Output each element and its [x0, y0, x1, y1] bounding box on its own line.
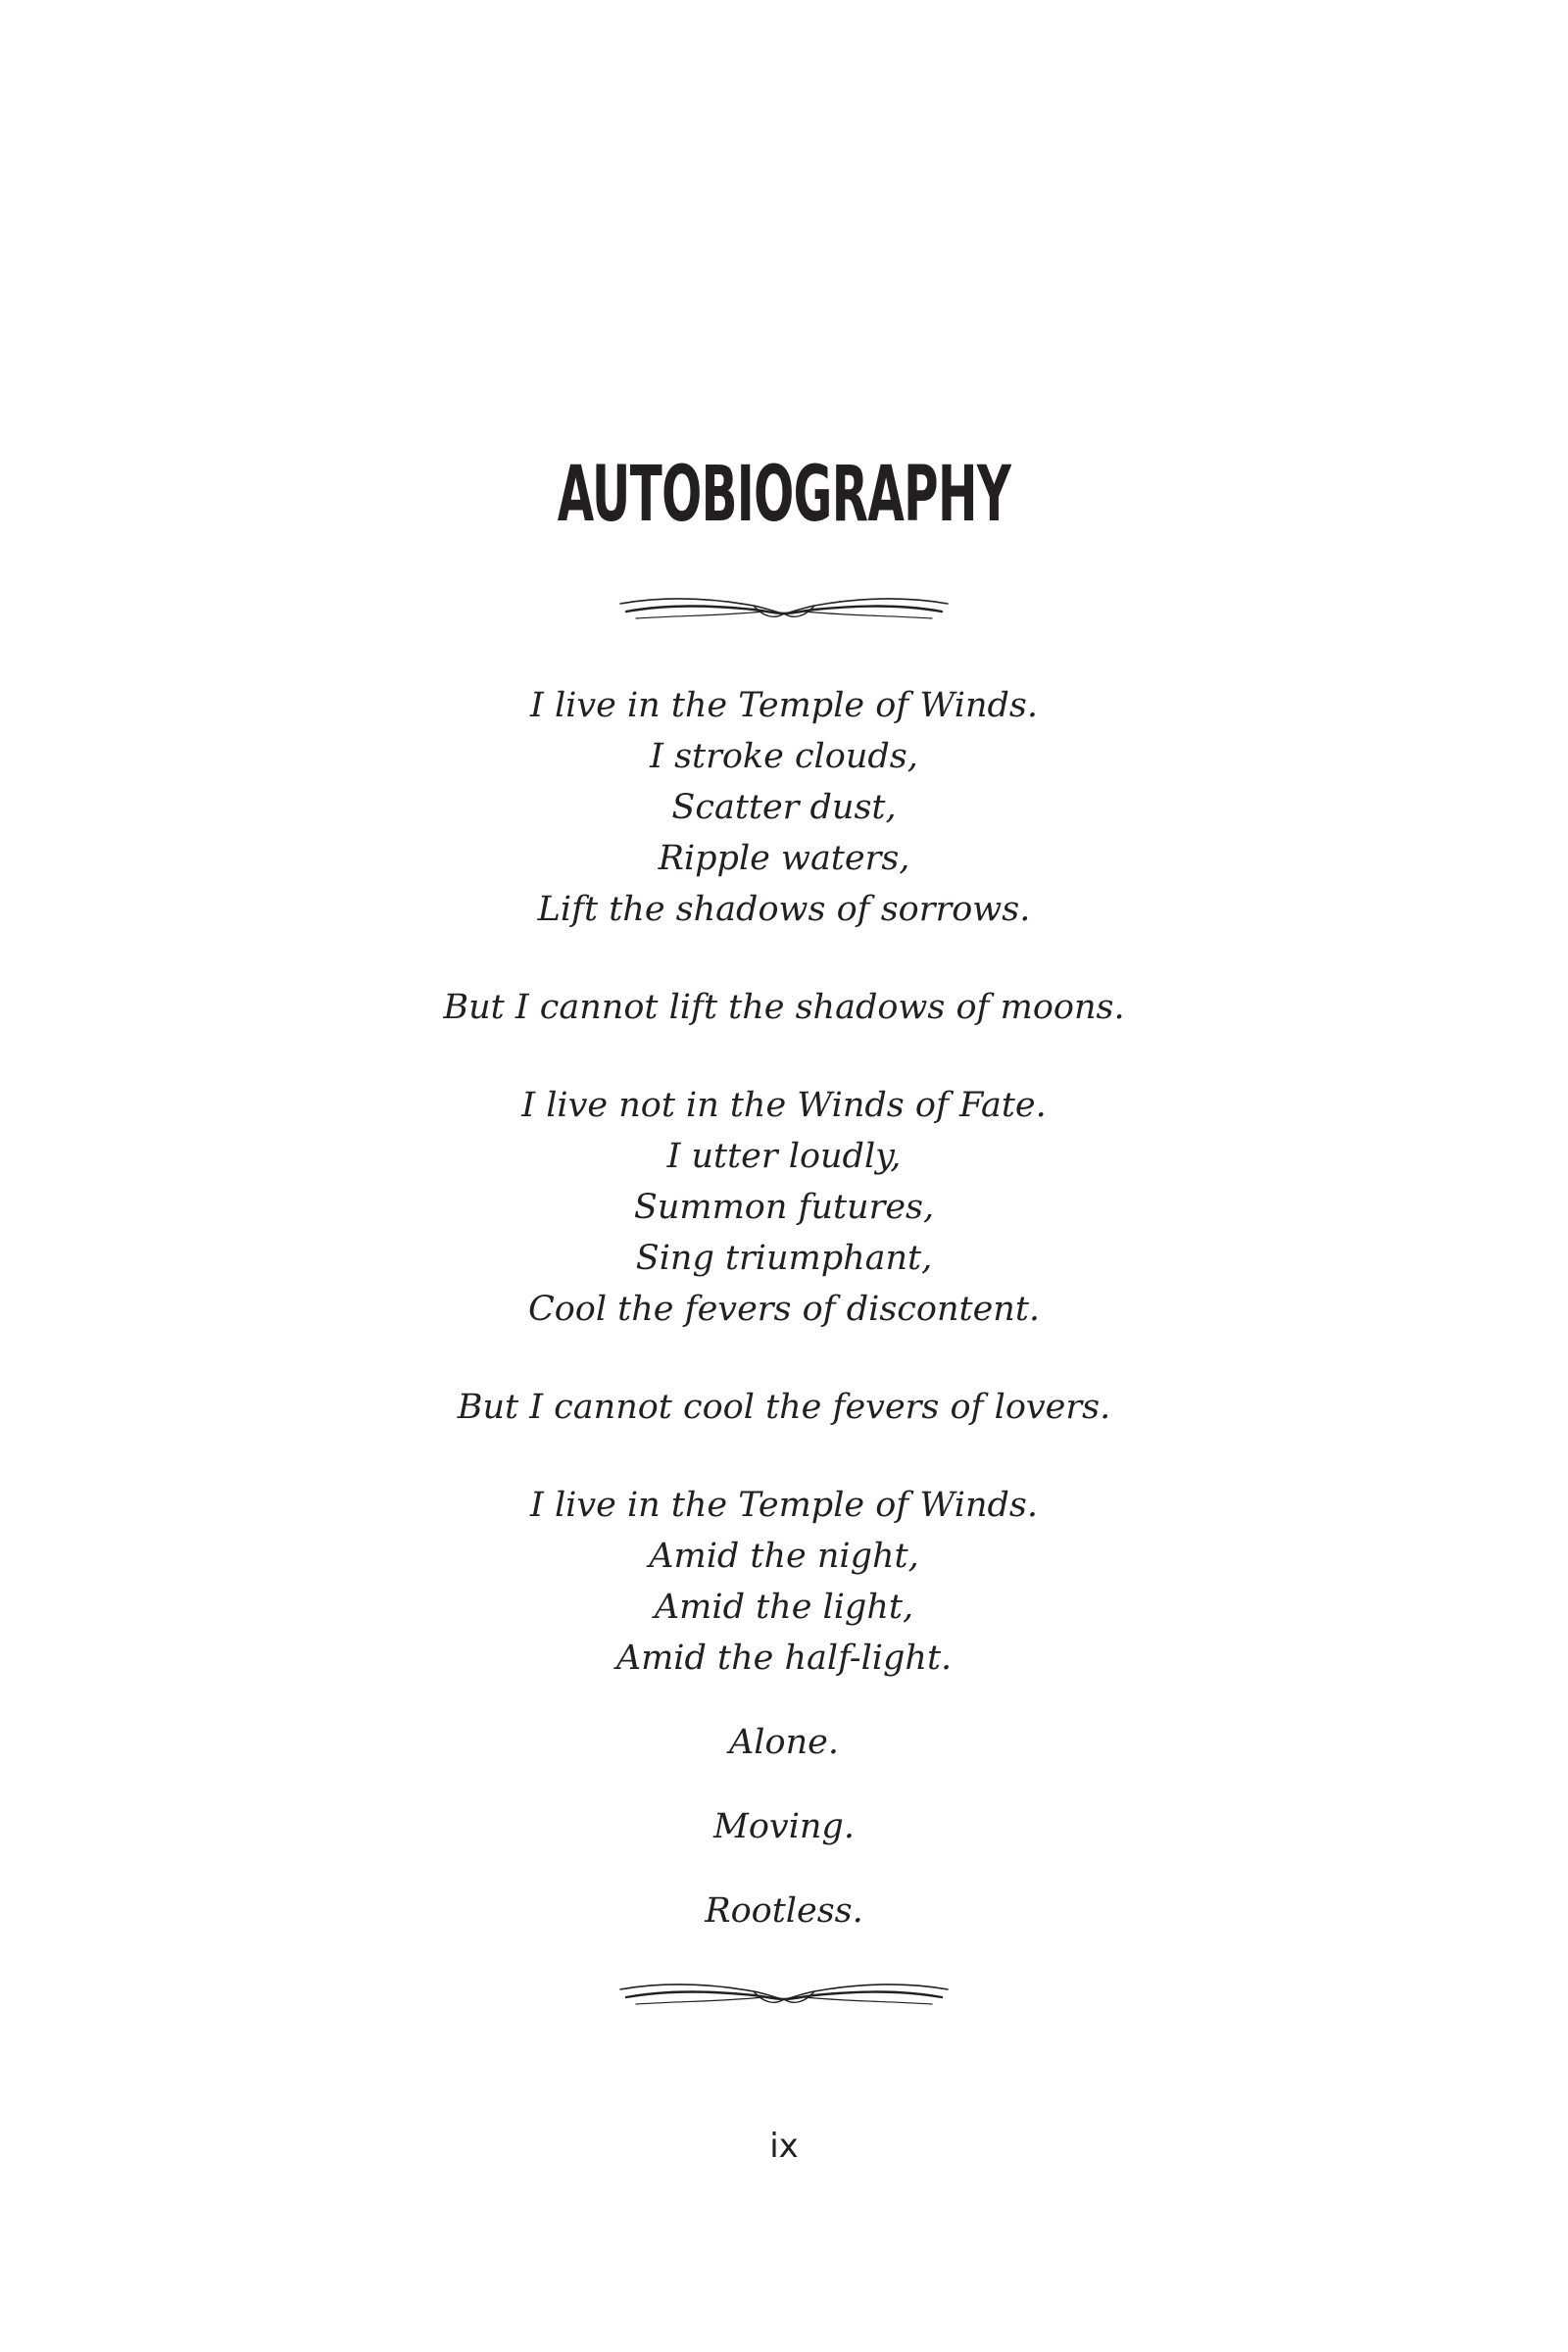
poem-line: Amid the night, [649, 1537, 919, 1576]
poem-body [0, 680, 1568, 1970]
poem-line: Amid the half-light. [615, 1639, 953, 1678]
poem-line: Alone. [729, 1723, 839, 1762]
poem-line: Ripple waters, [658, 839, 910, 878]
stanza-3 [0, 1080, 1568, 1335]
page-title: AUTOBIOGRAPHY [557, 451, 1011, 539]
flourish-divider-icon [616, 1978, 952, 2011]
stanza-8 [0, 1886, 1568, 1936]
poem-line: Rootless. [705, 1891, 863, 1931]
poem-line: But I cannot cool the fevers of lovers. [457, 1388, 1111, 1427]
page-number: ix [769, 2127, 799, 2166]
flourish-divider-icon [616, 592, 952, 625]
stanza-1 [0, 680, 1568, 935]
stanza-7 [0, 1801, 1568, 1852]
poem-line: Cool the fevers of discontent. [527, 1290, 1041, 1329]
poem-line: Summon futures, [633, 1188, 935, 1227]
poem-line: Lift the shadows of sorrows. [537, 890, 1031, 929]
poem-line: I stroke clouds, [650, 737, 918, 776]
poem-line: Moving. [713, 1807, 855, 1846]
poem-line: I live in the Temple of Winds. [530, 1486, 1038, 1525]
poem-line: I utter loudly, [666, 1137, 902, 1176]
poem-line: Scatter dust, [671, 788, 897, 827]
poem-line: I live not in the Winds of Fate. [521, 1086, 1047, 1125]
poem-line: Amid the light, [654, 1588, 914, 1627]
stanza-2 [0, 982, 1568, 1033]
poem-line: I live in the Temple of Winds. [530, 686, 1038, 725]
poem-line: Sing triumphant, [635, 1239, 933, 1278]
poem-line: But I cannot lift the shadows of moons. [443, 988, 1125, 1027]
stanza-6 [0, 1717, 1568, 1768]
stanza-5 [0, 1480, 1568, 1684]
stanza-4 [0, 1382, 1568, 1433]
